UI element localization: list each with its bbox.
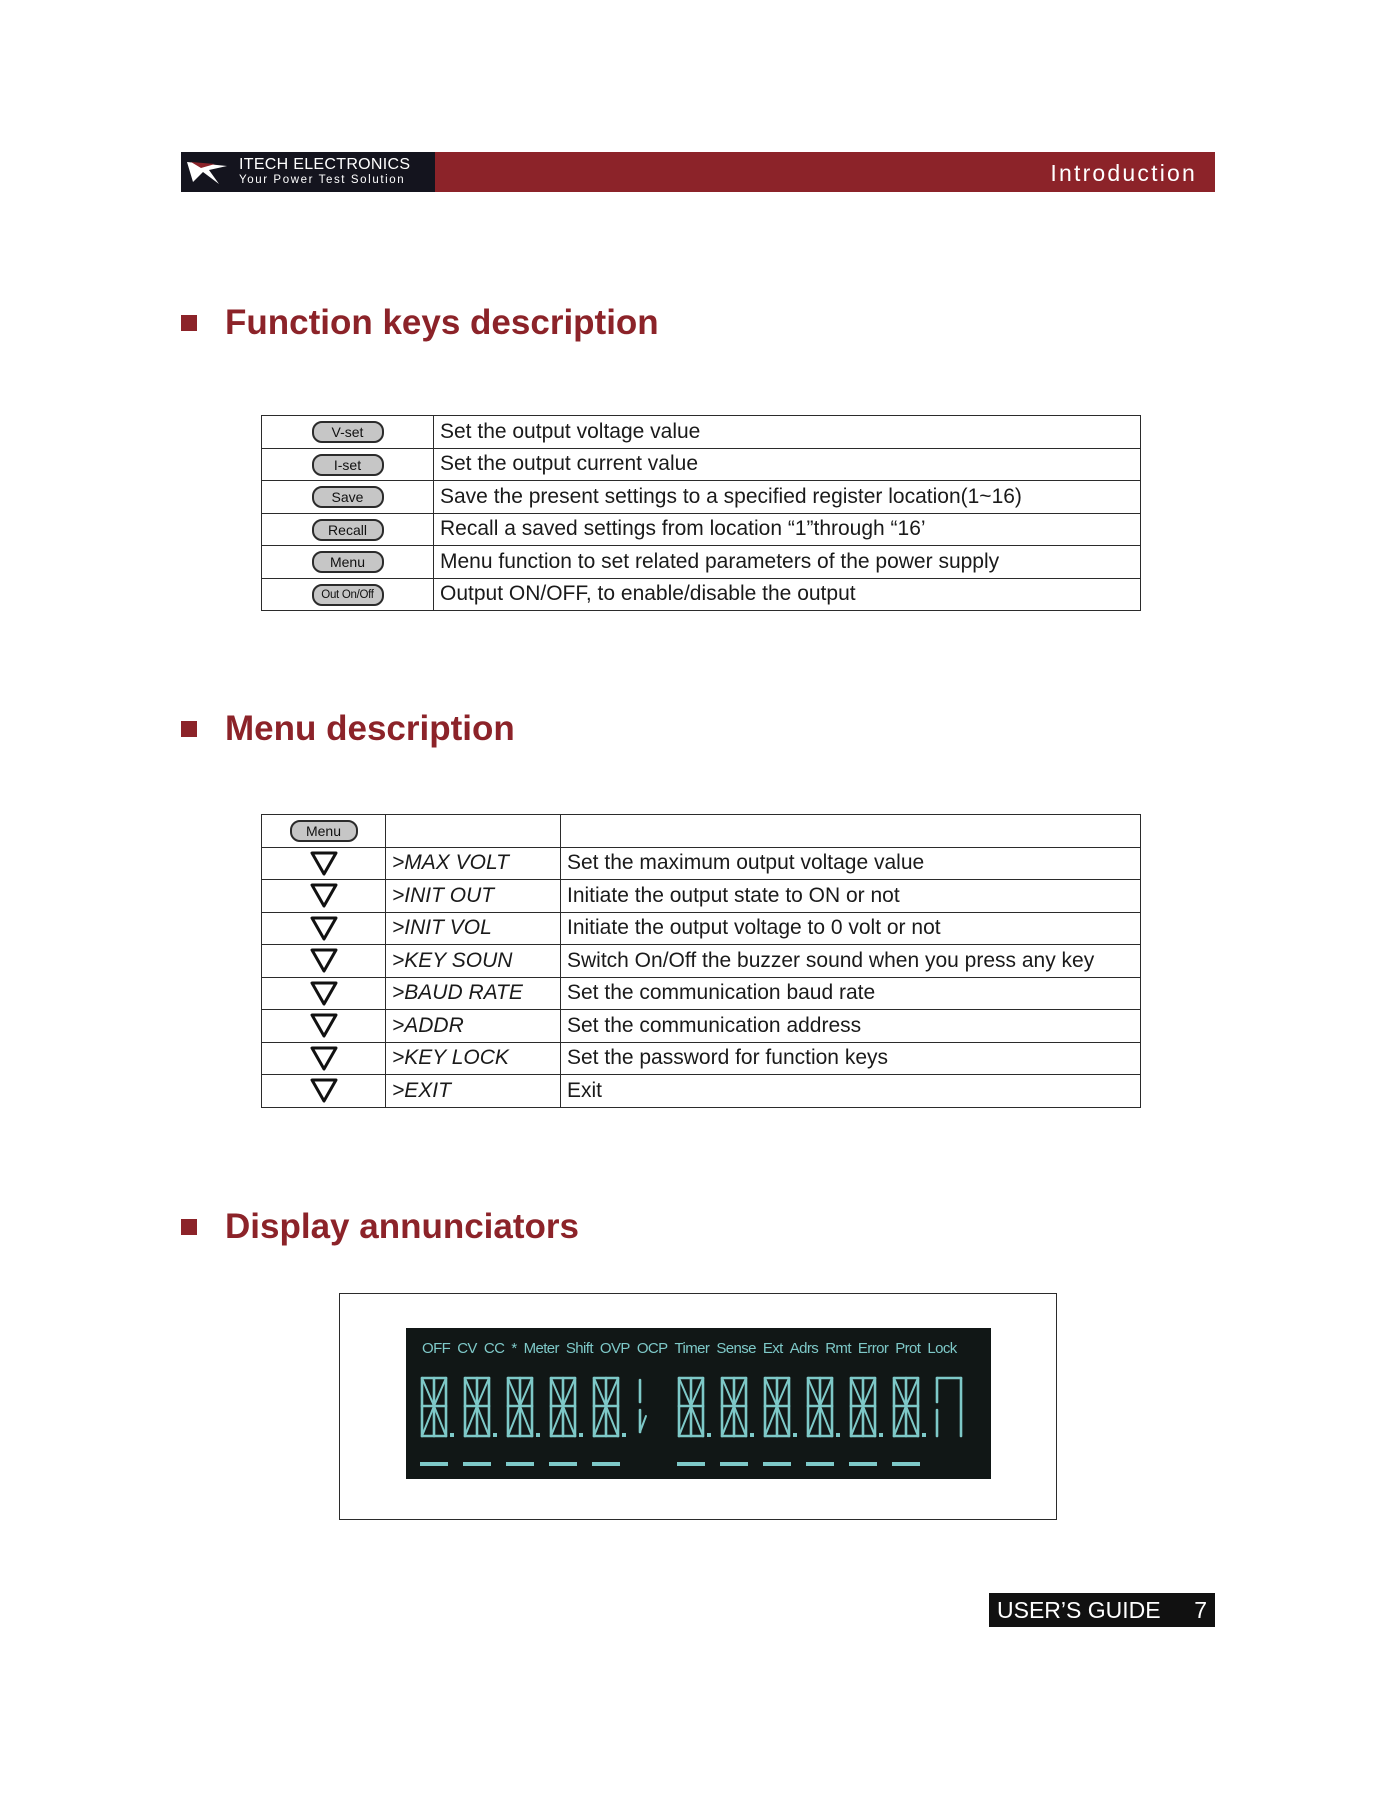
- annunciator-label: OCP: [636, 1340, 668, 1357]
- menu-option: >BAUD RATE: [386, 977, 561, 1010]
- function-key-1: I-set: [312, 454, 384, 476]
- function-key-4: Menu: [312, 551, 384, 573]
- down-arrow-key-icon: [309, 1045, 339, 1072]
- header-section-title: Introduction: [1050, 160, 1197, 186]
- annunciator-label: OVP: [599, 1340, 630, 1357]
- annunciator-label: Rmt: [825, 1340, 851, 1357]
- table-row: [262, 1010, 1141, 1043]
- table-row: [262, 1042, 1141, 1075]
- function-key-3: Recall: [312, 519, 384, 541]
- function-key-5: Out On/Off: [312, 584, 384, 606]
- annunciator-label: Timer: [674, 1340, 710, 1357]
- footer-label: USER’S GUIDE: [997, 1597, 1161, 1623]
- function-key-0: V-set: [312, 421, 384, 443]
- menu-option: >MAX VOLT: [386, 847, 561, 880]
- annunciator-label: Sense: [716, 1340, 756, 1357]
- table-row: [262, 448, 1141, 481]
- square-bullet-icon: [181, 1219, 197, 1235]
- table-row: [262, 945, 1141, 978]
- table-row: [262, 546, 1141, 579]
- down-arrow-key-icon: [309, 980, 339, 1007]
- menu-table: [261, 814, 1141, 1108]
- menu-option: >INIT VOL: [386, 912, 561, 945]
- menu-description-heading: Menu description: [181, 709, 515, 749]
- menu-option: >INIT OUT: [386, 880, 561, 913]
- footer-badge: [989, 1593, 1215, 1627]
- annunciator-label: Adrs: [789, 1340, 819, 1357]
- menu-option-description: Initiate the output state to ON or not: [561, 880, 1141, 913]
- table-row: [262, 977, 1141, 1010]
- table-row: [262, 481, 1141, 514]
- down-arrow-key-icon: [309, 947, 339, 974]
- function-key-description: Output ON/OFF, to enable/disable the output: [434, 578, 1141, 611]
- brand-tagline: Your Power Test Solution: [239, 174, 406, 186]
- table-row: [262, 912, 1141, 945]
- menu-key: Menu: [290, 820, 358, 842]
- annunciator-label: Meter: [523, 1340, 559, 1357]
- down-arrow-key-icon: [309, 915, 339, 942]
- down-arrow-key-icon: [309, 850, 339, 877]
- annunciator-label: CV: [457, 1340, 477, 1357]
- annunciator-label: *: [511, 1340, 517, 1357]
- table-row: [262, 416, 1141, 449]
- annunciator-label: Prot: [895, 1340, 921, 1357]
- menu-option-description: Set the communication address: [561, 1010, 1141, 1043]
- menu-option-description: Initiate the output voltage to 0 volt or not: [561, 912, 1141, 945]
- table-row: [262, 815, 1141, 848]
- annunciator-label: Ext: [762, 1340, 783, 1357]
- menu-option: >EXIT: [386, 1075, 561, 1108]
- menu-option-description: Set the password for function keys: [561, 1042, 1141, 1075]
- table-row: [262, 1075, 1141, 1108]
- down-arrow-key-icon: [309, 1012, 339, 1039]
- function-keys-table: [261, 415, 1141, 611]
- display-annunciators-heading: Display annunciators: [181, 1207, 579, 1247]
- table-row: [262, 513, 1141, 546]
- menu-option-description: Set the communication baud rate: [561, 977, 1141, 1010]
- down-arrow-key-icon: [309, 1077, 339, 1104]
- down-arrow-key-icon: [309, 882, 339, 909]
- function-key-description: Save the present settings to a specified register location(1~16): [434, 481, 1141, 514]
- menu-option-description: Switch On/Off the buzzer sound when you press any key: [561, 945, 1141, 978]
- square-bullet-icon: [181, 315, 197, 331]
- table-row: [262, 847, 1141, 880]
- menu-option: >KEY SOUN: [386, 945, 561, 978]
- vfd-display: [406, 1328, 991, 1479]
- annunciator-label: Lock: [927, 1340, 957, 1357]
- function-key-description: Set the output current value: [434, 448, 1141, 481]
- square-bullet-icon: [181, 721, 197, 737]
- page-number: 7: [1194, 1597, 1207, 1623]
- annunciator-row: [422, 1340, 957, 1357]
- annunciator-label: Error: [857, 1340, 889, 1357]
- menu-option: >ADDR: [386, 1010, 561, 1043]
- function-key-description: Recall a saved settings from location “1”through “16’: [434, 513, 1141, 546]
- function-key-description: Set the output voltage value: [434, 416, 1141, 449]
- menu-option-description: Exit: [561, 1075, 1141, 1108]
- brand-name: ITECH ELECTRONICS: [239, 156, 411, 173]
- segment-digits: [406, 1376, 991, 1476]
- itech-logo: [181, 152, 435, 192]
- page-header: [181, 152, 1215, 192]
- annunciator-label: OFF: [422, 1340, 451, 1357]
- annunciator-label: Shift: [565, 1340, 593, 1357]
- annunciator-label: CC: [483, 1340, 505, 1357]
- table-row: [262, 578, 1141, 611]
- function-key-2: Save: [312, 486, 384, 508]
- menu-option-description: Set the maximum output voltage value: [561, 847, 1141, 880]
- table-row: [262, 880, 1141, 913]
- menu-option: >KEY LOCK: [386, 1042, 561, 1075]
- itech-logo-icon: [185, 156, 229, 188]
- function-key-description: Menu function to set related parameters of the power supply: [434, 546, 1141, 579]
- function-keys-heading: Function keys description: [181, 303, 659, 343]
